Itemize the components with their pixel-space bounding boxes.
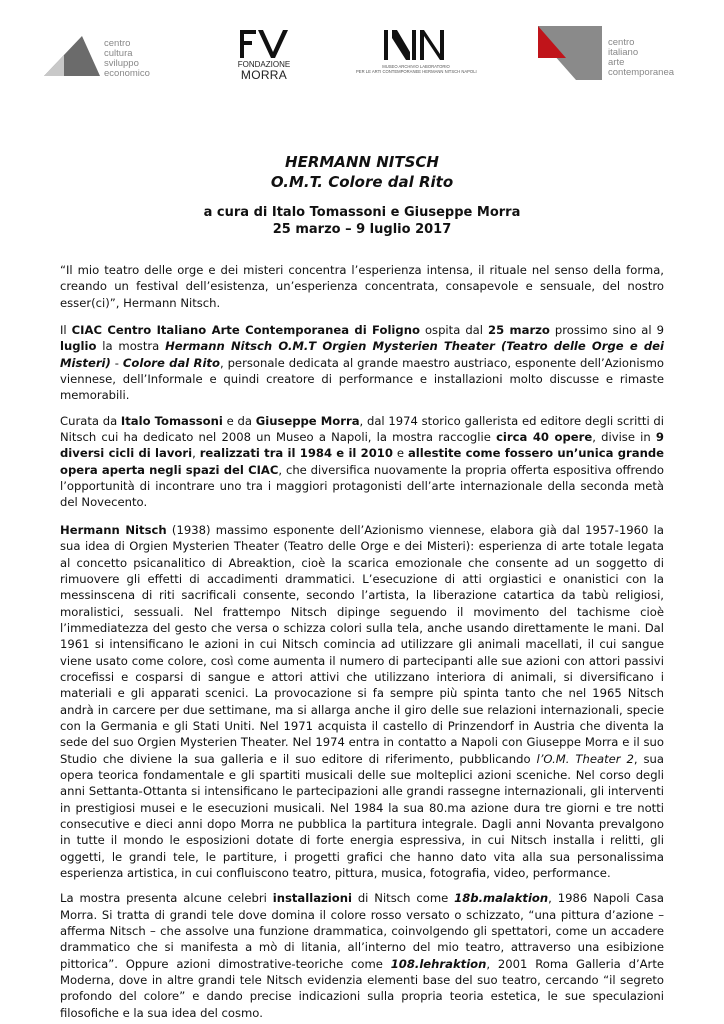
ciac-logo-text: centro italiano arte contemporanea [608, 37, 675, 78]
bold-italic-run: Colore dal Rito [122, 355, 220, 370]
text-run: , [192, 446, 200, 461]
text-run: Curata da [60, 413, 121, 428]
text-run: , sua opera teorica fondamentale e gli spartiti musicali delle sue molteplici azioni sceniche. Nel corso degli anni Settanta-Ottanta si intensificano le partecipazioni alle grandi rassegne internazionali, gli interventi in prestigiosi musei e le esecuzioni musicali. Nel 1984 la sua 80.ma azione dura tre giorni e tre notti consecutive e dieci anni dopo Morra ne pubblica la partitura integrale. Dagli anni Novanta prevalgono in tutte il mondo le esposizioni dotate di forte energia espressiva, in cui Nitsch installa i relitti, gli oggetti, le grandi tele, le partiture, i progetti grafici che hanno dato vita alla sua personalissima esperienza artistica, in cui confluiscono teatro, pittura, musica, fotografia, video, performance. [60, 751, 664, 881]
bold-run: allestite come fossero un’unica grande opera aperta negli spazi del CIAC [60, 446, 664, 477]
museo-logo-caption: MUSEO ARCHIVIO LABORATORIO PER LE ARTI CONTEMPORANEE HERMANN NITSCH NAPOLI [356, 64, 477, 74]
text-run: La mostra presenta alcune celebri [60, 891, 273, 906]
text-run: - [110, 355, 123, 370]
triangle-logo-icon [42, 30, 102, 80]
quote-paragraph: “Il mio teatro delle orge e dei misteri concentra l’esperienza intensa, il rituale nel senso della forma, creando un festival dell’esistenza, un’esperienza concentrata, consapevole e sensuale, del nostro esser(ci)”, Hermann Nitsch. [60, 263, 664, 310]
ccse-logo [42, 30, 162, 80]
bold-run: realizzati tra il 1984 e il 2010 [199, 446, 393, 461]
bold-run: Hermann Nitsch [60, 522, 167, 537]
text-run: Il [60, 323, 72, 338]
body-text [60, 262, 664, 1021]
curators-line: a cura di Italo Tomassoni e Giuseppe Morra [203, 205, 521, 220]
ciac-paragraph [60, 322, 664, 404]
text-run: , 2001 Roma Galleria d’Arte Moderna, dove in altre grandi tele Nitsch evidenzia elementi base del suo teatro, cercando “il segreto profondo del colore” e dando precise indicazioni sulla propria teoria estetica, le sue speculazioni filosofiche e la sua idea del cosmo. [60, 956, 664, 1020]
text-run: prossimo sino al 9 [549, 323, 665, 338]
bold-run: installazioni [272, 891, 352, 906]
text-run: di Nitsch come [351, 891, 455, 906]
museo-nitsch-logo [356, 28, 476, 78]
fondazione-morra-logo [236, 28, 294, 84]
bold-run: CIAC Centro Italiano Arte Contemporanea di Foligno [71, 323, 420, 338]
italic-run: l’O.M. Theater 2 [536, 751, 634, 766]
bold-italic-run: 108.lehraktion [390, 956, 487, 971]
title-block [0, 152, 724, 192]
exhibition-title: O.M.T. Colore dal Rito [270, 173, 454, 191]
ciac-logo [536, 24, 686, 84]
bold-run: Giuseppe Morra [255, 413, 360, 428]
nitsch-bio-paragraph [60, 522, 664, 882]
curator-block [0, 204, 724, 238]
text-run: , che diversifica nuovamente la propria offerta espositiva offrendo l’opportunità di incontrare uno tra i maggiori protagonisti dell’arte internazionale della seconda metà del Novecento. [60, 462, 664, 510]
bold-italic-run: 18b.malaktion [454, 891, 549, 906]
bold-run: 25 marzo [488, 323, 550, 338]
morra-logo-caption: FONDAZIONE [237, 60, 291, 69]
ciac-mark-icon [536, 24, 608, 84]
text-run: , divise in [592, 430, 656, 445]
bold-italic-run: Hermann Nitsch O.M.T Orgien Mysterien Theater (Teatro delle Orge e dei Misteri) [60, 339, 664, 370]
bold-run: luglio [60, 339, 97, 354]
dates-line: 25 marzo – 9 luglio 2017 [272, 222, 452, 237]
mostra-paragraph [60, 890, 664, 1021]
curata-paragraph [60, 413, 664, 511]
fm-monogram-icon [236, 28, 292, 60]
text-run: ospita dal [419, 323, 489, 338]
text-run: , dal 1974 storico gallerista ed editore degli scritti di Nitsch cui ha dedicato nel 2008 un Museo a Napoli, la mostra raccoglie [60, 413, 664, 445]
text-run: , 1986 Napoli Casa Morra. Si tratta di grandi tele dove domina il colore rosso versato o schizzato, “una pittura d’azione – afferma Nitsch – che assolve una funzione drammatica, coinvolgendo gli spettatori, come un accadere drammatico che si manifesta a mò di litania, all’interno del mio teatro, attraverso una esibizione pittorica”. Oppure azioni dimostrative-teoriche come [60, 891, 665, 971]
ccse-logo-text: centro cultura sviluppo economico [104, 38, 150, 79]
text-run: (1938) massimo esponente dell’Azionismo viennese, elabora già dal 1957-1960 la sua idea di Orgien Mysterien Theater (Teatro delle Orge e dei Misteri): esperienza di arte totale legata al concetto psicanalitico di Abreaktion, cioè la scarica emozionale che consente ad un soggetto di rimuovere gli effetti di accadimenti drammatici. L’esecuzione di atti orgiastici e onanistici con la messinscena di riti sacrificali consente, secondo l’artista, la liberazione catartica da tabù religiosi, moralistici, sessuali. Nel frattempo Nitsch dipinge seguendo il movimento del tachisme cioè l’immediatezza del gesto che versa o schizza colori sulla tela, anche usando direttamente le mani. Dal 1961 si intensificano le azioni in cui Nitsch comincia ad utilizzare gli animali macellati, il cui sangue viene usato come colore, così come aumenta il numero di partecipanti alle sue azioni con attori passivi crocefissi e cosparsi di sangue e attori attivi che utilizzano interiora di animali, si diversificano i materiali e gli apparati scenici. La provocazione si fa sempre più spinta tanto che nel 1965 Nitsch andrà in carcere per due settimane, ma si allarga anche il giro delle sue relazioni internazionali, specie con la Germania e gli Stati Uniti. Nel 1971 acquista il castello di Prinzendorf in Austria che diventa la sede del suo Orgien Mysterien Theater. Nel 1974 entra in contatto a Napoli con Giuseppe Morra e il suo Studio che diviene la sua galleria e il suo editore di riferimento, pubblicando [60, 522, 664, 766]
text-run: , personale dedicata al grande maestro austriaco, esponente dell’Azionismo viennese, dell’Informale e quindi creatore di performance e installazioni molto discusse e rimaste memorabili. [60, 355, 664, 403]
mn-monogram-icon [356, 28, 476, 64]
bold-run: Italo Tomassoni [120, 413, 223, 428]
exhibition-artist: HERMANN NITSCH [285, 153, 439, 171]
morra-logo-name: MORRA [240, 68, 288, 82]
logo-header [0, 0, 724, 110]
text-run: la mostra [96, 339, 166, 354]
bold-run: 9 diversi cicli di lavori [60, 430, 664, 461]
text-run: e [392, 446, 408, 461]
bold-run: circa 40 opere [496, 430, 593, 445]
text-run: e da [222, 413, 256, 428]
